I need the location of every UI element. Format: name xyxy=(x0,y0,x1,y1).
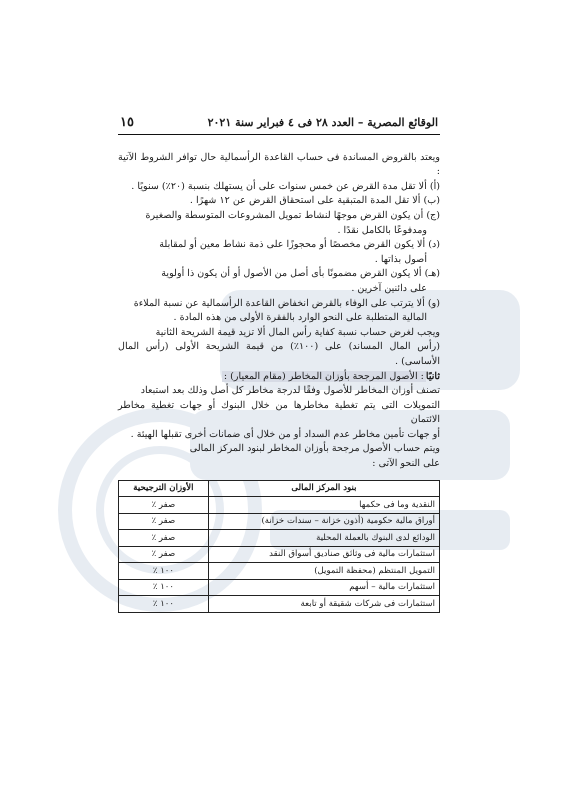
table-row xyxy=(119,563,440,580)
page-header xyxy=(118,116,440,135)
row-item: استثمارات فى شركات شقيقة أو تابعة xyxy=(208,596,439,613)
row-weight: صفر ٪ xyxy=(119,530,209,547)
row-weight: ١٠٠ ٪ xyxy=(119,563,209,580)
page-number: ١٥ xyxy=(120,115,134,130)
section-label: ثانيًا xyxy=(425,370,440,382)
row-item: استثمارات مالية – أسهم xyxy=(208,579,439,596)
row-item: استثمارات مالية فى وثائق صناديق أسواق النقد xyxy=(208,546,439,563)
classify-paragraph: تصنف أوزان المخاطر للأصول وفقًا لدرجة مخاطر كل أصل وذلك بعد استبعاد xyxy=(140,385,440,397)
condition-c: (ج) أن يكون القرض موجهًا لنشاط تمويل المشروعات المتوسطة والصغيرة xyxy=(145,209,440,221)
row-item: أوراق مالية حكومية (أذون خزانة – سندات خزانة) xyxy=(208,513,439,530)
condition-w: (و) ألا يترتب على الوفاء بالقرض انخفاض القاعدة الرأسمالية عن نسبة الملاءة xyxy=(133,297,440,309)
classify-paragraph-3: أو جهات تأمين مخاطر عدم السداد أو من خلال أى ضمانات أخرى تقبلها الهيئة . xyxy=(130,428,440,440)
table-row xyxy=(119,596,440,613)
table-header-row xyxy=(119,480,440,497)
header-title: الوقائع المصرية – العدد ٢٨ فى ٤ فبراير سنة ٢٠٢١ xyxy=(207,116,438,129)
condition-b: (ب) ألا تقل المدة المتبقية على استحقاق القرض عن ١٢ شهرًا . xyxy=(189,195,440,207)
row-item: الودائع لدى البنوك بالعملة المحلية xyxy=(208,530,439,547)
calc-paragraph: ويتم حساب الأصول مرجحة بأوزان المخاطر لبنود المركز المالى xyxy=(189,443,440,455)
header-item: بنود المركز المالى xyxy=(208,480,439,497)
condition-w-cont: المالية المتطلبة على النحو الوارد بالفقرة الأولى من هذه المادة . xyxy=(173,312,427,324)
row-weight: صفر ٪ xyxy=(119,497,209,514)
table-row xyxy=(119,513,440,530)
tier2-paragraph-cont: (رأس المال المساند) على (١٠٠٪) من قيمة الشريحة الأولى (رأس المال الأساسى) . xyxy=(118,341,440,367)
risk-weights-table xyxy=(118,480,440,613)
tier2-paragraph: ويجب لغرض حساب نسبة كفاية رأس المال ألا تزيد قيمة الشريحة الثانية xyxy=(155,326,440,338)
condition-a: (أ) ألا تقل مدة القرض عن خمس سنوات على أن يستهلك بنسبة (٢٠٪) سنويًا . xyxy=(131,180,440,192)
row-item: النقدية وما فى حكمها xyxy=(208,497,439,514)
condition-h: (هـ) ألا يكون القرض مضمونًا بأى أصل من الأصول أو أن يكون ذا أولوية xyxy=(161,268,440,280)
header-weight: الأوزان الترجيحية xyxy=(119,480,209,497)
table-row xyxy=(119,530,440,547)
condition-d: (د) ألا يكون القرض مخصصًا أو محجوزًا على ذمة نشاط معين أو لمقابلة xyxy=(159,239,440,251)
section-title: : الأصول المرجحة بأوزان المخاطر (مقام المعيار) : xyxy=(223,370,424,382)
table-row xyxy=(119,497,440,514)
intro-paragraph: ويعتد بالقروض المساندة فى حساب القاعدة الرأسمالية حال توافر الشروط الآتية : xyxy=(118,151,440,178)
condition-c-cont: ومدفوعًا بالكامل نقدًا . xyxy=(337,224,427,236)
row-weight: ١٠٠ ٪ xyxy=(119,596,209,613)
row-weight: صفر ٪ xyxy=(119,513,209,530)
calc-paragraph-cont: على النحو الآتى : xyxy=(372,458,440,470)
table-row xyxy=(119,579,440,596)
row-weight: صفر ٪ xyxy=(119,546,209,563)
condition-h-cont: على دائنين آخرين . xyxy=(351,282,427,294)
row-weight: ١٠٠ ٪ xyxy=(119,579,209,596)
table-row xyxy=(119,546,440,563)
section-heading xyxy=(118,370,440,385)
classify-paragraph-2: التمويلات التى يتم تغطية مخاطرها من خلال البنوك أو جهات تغطية مخاطر الائتمان xyxy=(118,399,440,426)
condition-d-cont: أصول بذاتها . xyxy=(374,253,427,265)
document-page xyxy=(118,116,440,613)
row-item: التمويل المنتظم (محفظة التمويل) xyxy=(208,563,439,580)
